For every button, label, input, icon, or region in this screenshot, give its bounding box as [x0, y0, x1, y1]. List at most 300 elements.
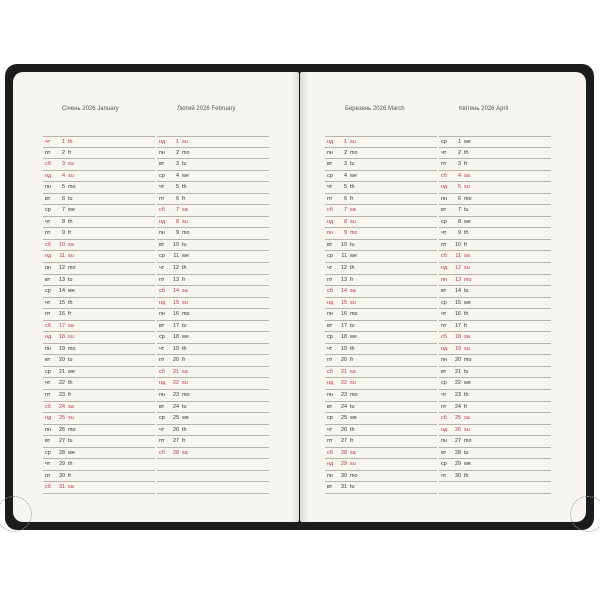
day-number: 29: [59, 461, 65, 468]
day-number: 13: [59, 276, 65, 283]
day-row: [439, 436, 551, 448]
day-of-week-label: пт: [159, 195, 165, 202]
day-row: [325, 471, 437, 483]
day-of-week-label: пн: [327, 472, 333, 479]
day-abbreviation: tu: [182, 403, 187, 410]
day-of-week-label: вт: [441, 368, 447, 375]
day-number: 17: [455, 322, 461, 329]
day-row: [43, 367, 155, 379]
day-of-week-label: нд: [327, 380, 334, 387]
day-abbreviation: th: [68, 299, 73, 306]
day-abbreviation: we: [68, 207, 75, 214]
day-abbreviation: su: [350, 139, 356, 145]
day-row: [325, 309, 437, 321]
day-row: [325, 171, 437, 183]
day-abbreviation: mo: [464, 195, 472, 202]
day-abbreviation: su: [350, 380, 356, 387]
day-abbreviation: th: [464, 149, 469, 156]
day-row: [439, 298, 551, 310]
day-number: 12: [341, 265, 347, 272]
day-number: 16: [59, 311, 65, 318]
day-number: 16: [455, 311, 461, 318]
day-of-week-label: пн: [441, 195, 447, 202]
day-row: [43, 275, 155, 287]
day-of-week-label: пн: [45, 265, 51, 272]
day-row: [325, 425, 437, 437]
day-of-week-label: сб: [45, 322, 51, 329]
day-abbreviation: th: [464, 311, 469, 318]
day-of-week-label: пт: [159, 357, 165, 364]
day-of-week-label: пн: [327, 311, 333, 318]
day-abbreviation: fr: [182, 357, 186, 364]
day-of-week-label: чт: [441, 311, 447, 318]
day-number: 24: [341, 403, 347, 410]
day-abbreviation: su: [464, 265, 470, 272]
day-abbreviation: th: [68, 461, 73, 468]
day-number: 4: [344, 172, 347, 179]
day-abbreviation: fr: [464, 403, 468, 410]
day-of-week-label: сб: [441, 415, 447, 422]
day-of-week-label: пт: [441, 161, 447, 168]
day-abbreviation: mo: [350, 392, 358, 399]
day-abbreviation: mo: [182, 230, 190, 237]
day-row: [439, 378, 551, 390]
day-abbreviation: su: [182, 299, 188, 306]
day-abbreviation: we: [350, 415, 357, 422]
day-row: [439, 263, 551, 275]
day-number: 12: [59, 265, 65, 272]
day-of-week-label: ср: [441, 139, 447, 145]
day-row: [157, 217, 269, 229]
day-row: [439, 332, 551, 344]
day-abbreviation: tu: [350, 322, 355, 329]
day-abbreviation: sa: [350, 288, 356, 295]
day-number: 1: [344, 139, 347, 145]
day-abbreviation: we: [68, 368, 75, 375]
day-row: [439, 471, 551, 483]
day-row: [439, 390, 551, 402]
day-abbreviation: we: [350, 334, 357, 341]
day-of-week-label: сб: [159, 368, 165, 375]
day-abbreviation: fr: [350, 438, 354, 445]
day-row: [325, 344, 437, 356]
day-row: [43, 240, 155, 252]
day-row: [157, 298, 269, 310]
day-abbreviation: su: [464, 345, 470, 352]
day-row: [439, 344, 551, 356]
day-number: 28: [341, 449, 347, 456]
day-abbreviation: mo: [464, 438, 472, 445]
day-row: [157, 136, 269, 148]
day-number: 8: [458, 218, 461, 225]
day-row: [439, 286, 551, 298]
day-number: 10: [173, 241, 179, 248]
day-abbreviation: th: [68, 218, 73, 225]
day-of-week-label: пн: [327, 149, 333, 156]
day-abbreviation: mo: [182, 392, 190, 399]
day-abbreviation: th: [182, 426, 187, 433]
day-of-week-label: нд: [45, 415, 52, 422]
day-abbreviation: th: [350, 184, 355, 191]
day-of-week-label: ср: [441, 299, 447, 306]
day-of-week-label: ср: [159, 253, 165, 260]
day-of-week-label: сб: [327, 368, 333, 375]
day-number: 22: [455, 380, 461, 387]
day-row: [157, 448, 269, 460]
day-number: 7: [344, 207, 347, 214]
day-of-week-label: пн: [441, 438, 447, 445]
day-row: [43, 355, 155, 367]
day-row: [157, 367, 269, 379]
day-row: [325, 240, 437, 252]
day-of-week-label: вт: [45, 195, 51, 202]
day-abbreviation: mo: [68, 184, 76, 191]
day-abbreviation: fr: [68, 392, 72, 399]
day-of-week-label: сб: [159, 288, 165, 295]
day-row: [325, 159, 437, 171]
day-of-week-label: сб: [327, 288, 333, 295]
day-of-week-label: чт: [159, 184, 165, 191]
day-of-week-label: вт: [45, 357, 51, 364]
day-number: 22: [341, 380, 347, 387]
day-number: 1: [458, 139, 461, 145]
day-abbreviation: fr: [68, 472, 72, 479]
day-of-week-label: чт: [45, 139, 51, 145]
day-row: [157, 413, 269, 425]
day-number: 18: [59, 334, 65, 341]
day-number: 24: [59, 403, 65, 410]
day-row: [157, 355, 269, 367]
day-abbreviation: su: [350, 218, 356, 225]
day-of-week-label: пт: [327, 438, 333, 445]
day-row: [325, 482, 437, 494]
day-abbreviation: su: [68, 415, 74, 422]
day-row: [157, 159, 269, 171]
day-of-week-label: сб: [45, 241, 51, 248]
day-row: [439, 321, 551, 333]
day-abbreviation: th: [464, 230, 469, 237]
day-of-week-label: вт: [327, 403, 333, 410]
day-abbreviation: mo: [68, 426, 76, 433]
day-number: 27: [341, 438, 347, 445]
day-of-week-label: пн: [159, 392, 165, 399]
day-number: 28: [173, 449, 179, 456]
day-of-week-label: пт: [159, 276, 165, 283]
day-of-week-label: чт: [441, 149, 447, 156]
day-abbreviation: mo: [350, 472, 358, 479]
day-of-week-label: пн: [327, 392, 333, 399]
day-of-week-label: нд: [327, 218, 334, 225]
day-abbreviation: sa: [350, 207, 356, 214]
day-row: [439, 367, 551, 379]
day-of-week-label: ср: [45, 288, 51, 295]
day-number: 2: [344, 149, 347, 156]
day-number: 21: [59, 368, 65, 375]
day-number: 25: [59, 415, 65, 422]
day-number: 29: [455, 461, 461, 468]
day-number: 6: [344, 195, 347, 202]
day-number: 17: [173, 322, 179, 329]
day-list: [325, 136, 437, 494]
day-list: [157, 136, 269, 494]
page-gutter: [292, 72, 308, 522]
day-number: 7: [62, 207, 65, 214]
day-abbreviation: we: [350, 172, 357, 179]
day-of-week-label: нд: [159, 139, 166, 145]
day-number: 24: [455, 403, 461, 410]
day-abbreviation: tu: [350, 403, 355, 410]
day-number: 5: [458, 184, 461, 191]
day-number: 22: [59, 380, 65, 387]
day-number: 28: [455, 449, 461, 456]
day-number: 6: [176, 195, 179, 202]
day-of-week-label: чт: [327, 265, 333, 272]
day-abbreviation: fr: [464, 241, 468, 248]
day-of-week-label: вт: [159, 161, 165, 168]
day-number: 11: [455, 253, 461, 260]
day-abbreviation: th: [68, 139, 73, 145]
day-number: 19: [341, 345, 347, 352]
day-abbreviation: fr: [182, 438, 186, 445]
day-of-week-label: нд: [159, 380, 166, 387]
day-number: 14: [59, 288, 65, 295]
day-row: [157, 321, 269, 333]
day-number: 14: [455, 288, 461, 295]
day-row: [43, 148, 155, 160]
day-number: 16: [173, 311, 179, 318]
day-abbreviation: we: [350, 253, 357, 260]
day-of-week-label: сб: [45, 484, 51, 491]
day-row: [157, 436, 269, 448]
day-abbreviation: su: [464, 426, 470, 433]
day-row: [157, 182, 269, 194]
day-of-week-label: чт: [159, 426, 165, 433]
day-row: [43, 182, 155, 194]
day-row: [157, 251, 269, 263]
day-row: [43, 402, 155, 414]
day-abbreviation: sa: [68, 161, 74, 168]
day-abbreviation: tu: [68, 357, 73, 364]
day-of-week-label: ср: [441, 218, 447, 225]
day-number: 7: [458, 207, 461, 214]
day-of-week-label: чт: [45, 380, 51, 387]
day-number: 25: [173, 415, 179, 422]
day-row: [325, 448, 437, 460]
day-number: 4: [458, 172, 461, 179]
day-of-week-label: пт: [45, 230, 51, 237]
day-abbreviation: th: [68, 380, 73, 387]
day-row: [157, 275, 269, 287]
day-of-week-label: вт: [45, 276, 51, 283]
day-of-week-label: пт: [441, 241, 447, 248]
day-of-week-label: пн: [159, 311, 165, 318]
day-abbreviation: mo: [182, 149, 190, 156]
day-abbreviation: sa: [182, 288, 188, 295]
day-row: [43, 205, 155, 217]
day-row: [325, 321, 437, 333]
day-abbreviation: mo: [182, 311, 190, 318]
day-abbreviation: we: [68, 449, 75, 456]
day-row: [157, 194, 269, 206]
day-of-week-label: пт: [327, 357, 333, 364]
day-abbreviation: sa: [68, 403, 74, 410]
day-number: 1: [176, 139, 179, 145]
day-number: 18: [455, 334, 461, 341]
day-number: 23: [341, 392, 347, 399]
day-row: [439, 136, 551, 148]
day-row: [43, 286, 155, 298]
day-abbreviation: tu: [464, 449, 469, 456]
day-row: [325, 286, 437, 298]
day-of-week-label: сб: [441, 253, 447, 260]
day-of-week-label: чт: [45, 299, 51, 306]
day-row: [43, 263, 155, 275]
day-row: [325, 355, 437, 367]
day-row: [43, 309, 155, 321]
day-of-week-label: пн: [159, 230, 165, 237]
day-of-week-label: чт: [45, 461, 51, 468]
day-number: 9: [62, 230, 65, 237]
day-number: 14: [341, 288, 347, 295]
day-number: 18: [341, 334, 347, 341]
day-row: [43, 298, 155, 310]
day-of-week-label: сб: [45, 161, 51, 168]
day-number: 15: [173, 299, 179, 306]
day-row: [325, 332, 437, 344]
day-of-week-label: чт: [327, 426, 333, 433]
day-of-week-label: сб: [159, 207, 165, 214]
day-number: 12: [173, 265, 179, 272]
day-abbreviation: mo: [68, 345, 76, 352]
day-of-week-label: нд: [159, 218, 166, 225]
day-number: 9: [458, 230, 461, 237]
day-of-week-label: нд: [45, 172, 52, 179]
day-abbreviation: tu: [464, 368, 469, 375]
day-row: [157, 148, 269, 160]
day-number: 15: [455, 299, 461, 306]
day-of-week-label: сб: [441, 334, 447, 341]
day-abbreviation: sa: [464, 253, 470, 260]
day-of-week-label: нд: [45, 253, 52, 260]
day-abbreviation: tu: [68, 195, 73, 202]
day-row: [157, 344, 269, 356]
day-of-week-label: вт: [327, 241, 333, 248]
day-abbreviation: sa: [464, 172, 470, 179]
day-row: [439, 251, 551, 263]
day-of-week-label: ср: [327, 253, 333, 260]
day-abbreviation: tu: [464, 288, 469, 295]
day-row: [157, 309, 269, 321]
day-row: [325, 182, 437, 194]
day-row: [439, 159, 551, 171]
day-abbreviation: fr: [182, 195, 186, 202]
day-row: [439, 402, 551, 414]
day-row: [325, 402, 437, 414]
day-abbreviation: tu: [350, 241, 355, 248]
day-row: [43, 459, 155, 471]
day-abbreviation: sa: [464, 334, 470, 341]
day-abbreviation: mo: [464, 357, 472, 364]
day-row: [157, 459, 269, 471]
day-row: [439, 482, 551, 494]
day-row: [157, 228, 269, 240]
day-number: 17: [59, 322, 65, 329]
day-abbreviation: tu: [464, 207, 469, 214]
day-number: 26: [173, 426, 179, 433]
day-abbreviation: sa: [350, 368, 356, 375]
day-number: 23: [455, 392, 461, 399]
day-abbreviation: th: [464, 392, 469, 399]
day-row: [325, 251, 437, 263]
day-row: [325, 390, 437, 402]
day-of-week-label: чт: [327, 345, 333, 352]
day-row: [43, 159, 155, 171]
day-of-week-label: нд: [45, 334, 52, 341]
day-row: [439, 448, 551, 460]
day-of-week-label: нд: [441, 184, 448, 191]
day-row: [325, 459, 437, 471]
day-of-week-label: пн: [441, 357, 447, 364]
day-row: [157, 378, 269, 390]
day-number: 27: [455, 438, 461, 445]
day-abbreviation: we: [68, 288, 75, 295]
day-of-week-label: вт: [441, 449, 447, 456]
day-of-week-label: нд: [327, 461, 334, 468]
day-number: 1: [62, 139, 65, 145]
day-row: [43, 321, 155, 333]
day-abbreviation: su: [68, 334, 74, 341]
day-number: 6: [458, 195, 461, 202]
day-number: 5: [176, 184, 179, 191]
day-number: 31: [59, 484, 65, 491]
day-abbreviation: fr: [464, 161, 468, 168]
day-abbreviation: su: [350, 461, 356, 468]
day-number: 27: [59, 438, 65, 445]
day-abbreviation: su: [182, 139, 188, 145]
day-row: [325, 217, 437, 229]
day-number: 20: [455, 357, 461, 364]
day-number: 29: [341, 461, 347, 468]
day-row: [325, 378, 437, 390]
day-number: 3: [62, 161, 65, 168]
day-number: 21: [455, 368, 461, 375]
day-abbreviation: we: [464, 380, 471, 387]
day-number: 21: [173, 368, 179, 375]
day-number: 13: [341, 276, 347, 283]
day-of-week-label: чт: [45, 218, 51, 225]
day-of-week-label: сб: [327, 207, 333, 214]
day-of-week-label: пт: [45, 149, 51, 156]
day-abbreviation: fr: [350, 195, 354, 202]
day-number: 24: [173, 403, 179, 410]
day-of-week-label: пт: [45, 311, 51, 318]
day-of-week-label: ср: [159, 172, 165, 179]
day-of-week-label: пт: [441, 403, 447, 410]
day-number: 21: [341, 368, 347, 375]
day-abbreviation: th: [182, 265, 187, 272]
month-title: Квітень 2026 April: [459, 106, 509, 112]
day-of-week-label: ср: [327, 334, 333, 341]
day-abbreviation: sa: [464, 415, 470, 422]
day-row: [325, 228, 437, 240]
day-row: [439, 205, 551, 217]
day-abbreviation: we: [464, 299, 471, 306]
day-number: 17: [341, 322, 347, 329]
day-row: [325, 298, 437, 310]
day-of-week-label: чт: [159, 265, 165, 272]
month-title: Січень 2026 January: [62, 106, 119, 112]
day-row: [43, 471, 155, 483]
